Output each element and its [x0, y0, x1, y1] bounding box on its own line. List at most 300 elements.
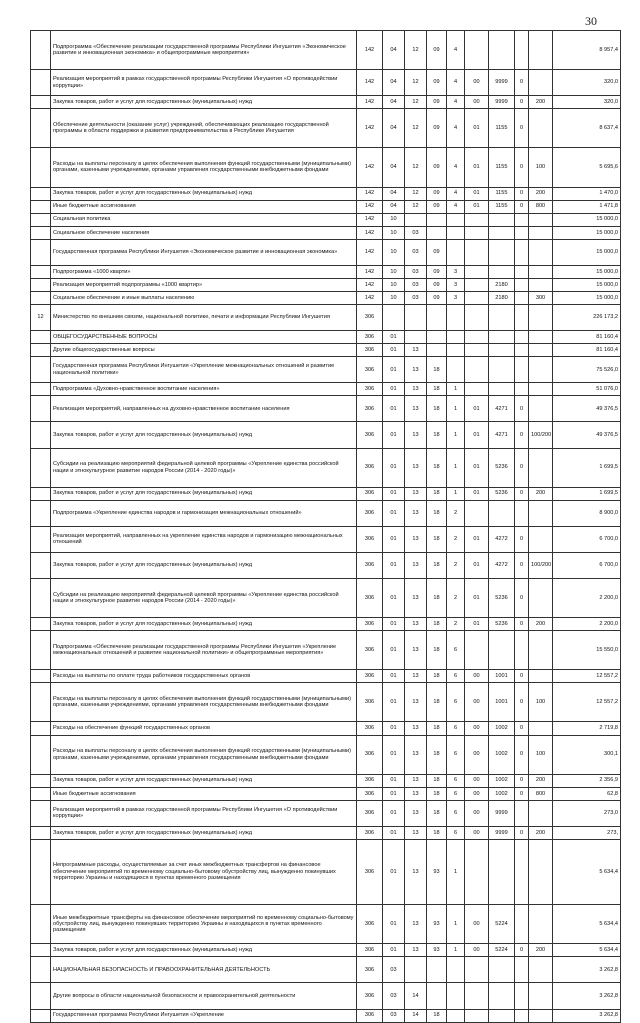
target-article-cell-5: 0: [515, 826, 529, 839]
table-row: [31, 109, 621, 148]
target-article-cell-5: 0: [515, 787, 529, 800]
amount-cell: 3 262,8: [553, 1009, 621, 1022]
subsection-code-cell: 13: [405, 422, 427, 448]
amount-cell: 49 376,5: [553, 396, 621, 422]
expense-type-cell: [529, 500, 553, 526]
row-number-cell: [31, 1009, 51, 1022]
table-row: [31, 357, 621, 383]
table-row: [31, 278, 621, 291]
department-code-cell: 142: [357, 200, 383, 213]
department-code-cell: 306: [357, 383, 383, 396]
amount-cell: 15 550,0: [553, 631, 621, 670]
row-number-cell: [31, 787, 51, 800]
target-article-cell-5: [515, 331, 529, 344]
target-article-cell-5: 0: [515, 109, 529, 148]
table-row: [31, 500, 621, 526]
item-name-cell: Государственная программа Республики Ингушетия «Экономическое развитие и инновационная экономика»: [51, 239, 357, 265]
target-article-cell-1: 18: [427, 722, 447, 735]
department-code-cell: 306: [357, 396, 383, 422]
target-article-cell-5: 0: [515, 618, 529, 631]
department-code-cell: 306: [357, 526, 383, 552]
department-code-cell: 142: [357, 70, 383, 96]
amount-cell: 15 000,0: [553, 278, 621, 291]
amount-cell: 5 695,6: [553, 148, 621, 187]
target-article-cell-4: [489, 839, 515, 904]
target-article-cell-4: 2180: [489, 291, 515, 304]
subsection-code-cell: 13: [405, 905, 427, 944]
target-article-cell-1: 18: [427, 774, 447, 787]
target-article-cell-3: [465, 1009, 489, 1022]
row-number-cell: [31, 826, 51, 839]
budget-table-body: [31, 31, 621, 1023]
target-article-cell-5: [515, 265, 529, 278]
section-code-cell: 01: [383, 578, 405, 617]
row-number-cell: [31, 578, 51, 617]
target-article-cell-4: [489, 226, 515, 239]
amount-cell: 1 471,8: [553, 200, 621, 213]
row-number-cell: [31, 344, 51, 357]
table-row: [31, 383, 621, 396]
target-article-cell-2: [447, 1009, 465, 1022]
target-article-cell-4: [489, 213, 515, 226]
table-row: [31, 578, 621, 617]
subsection-code-cell: 14: [405, 983, 427, 1009]
target-article-cell-3: 01: [465, 448, 489, 487]
section-code-cell: 04: [383, 187, 405, 200]
section-code-cell: 01: [383, 396, 405, 422]
amount-cell: 1 699,5: [553, 487, 621, 500]
target-article-cell-3: 01: [465, 487, 489, 500]
expense-type-cell: 100: [529, 148, 553, 187]
target-article-cell-3: [465, 957, 489, 983]
table-row: [31, 239, 621, 265]
item-name-cell: Расходы на выплаты по оплате труда работников государственных органов: [51, 670, 357, 683]
target-article-cell-2: [447, 304, 465, 330]
target-article-cell-5: 0: [515, 670, 529, 683]
amount-cell: 2 200,0: [553, 618, 621, 631]
subsection-code-cell: 03: [405, 226, 427, 239]
item-name-cell: Реализация мероприятий в рамках государственной программы Республики Ингушетия «О противодействии коррупции»: [51, 800, 357, 826]
target-article-cell-5: 0: [515, 200, 529, 213]
item-name-cell: Подпрограмма «Обеспечение реализации государственной программы Республики Ингушетия «Экономическое развитие и инновационная экономика» и общепрограммные мероприятия»: [51, 31, 357, 70]
target-article-cell-2: [447, 357, 465, 383]
item-name-cell: Расходы на выплаты персоналу в целях обеспечения выполнения функций государственными (муниципальными) органами, казенными учреждениями, органами управления государственными внебюджетными фондами: [51, 735, 357, 774]
table-row: [31, 905, 621, 944]
table-row: [31, 983, 621, 1009]
item-name-cell: Иные межбюджетные трансферты на финансовое обеспечение мероприятий по временному социально-бытовому обустройству лиц, вынужденно покинувших территорию Украины и находящихся в пунктах временного размещения: [51, 905, 357, 944]
amount-cell: 62,8: [553, 787, 621, 800]
item-name-cell: Закупка товаров, работ и услуг для государственных (муниципальных) нужд: [51, 774, 357, 787]
subsection-code-cell: 03: [405, 278, 427, 291]
row-number-cell: [31, 396, 51, 422]
target-article-cell-4: [489, 631, 515, 670]
expense-type-cell: [529, 396, 553, 422]
target-article-cell-1: 09: [427, 148, 447, 187]
target-article-cell-2: 2: [447, 552, 465, 578]
target-article-cell-5: [515, 213, 529, 226]
target-article-cell-4: [489, 344, 515, 357]
section-code-cell: 01: [383, 735, 405, 774]
target-article-cell-3: 00: [465, 735, 489, 774]
target-article-cell-3: 01: [465, 148, 489, 187]
section-code-cell: 01: [383, 448, 405, 487]
target-article-cell-4: 1002: [489, 735, 515, 774]
expense-type-cell: 100: [529, 735, 553, 774]
subsection-code-cell: 13: [405, 578, 427, 617]
subsection-code-cell: 03: [405, 291, 427, 304]
expense-type-cell: [529, 31, 553, 70]
target-article-cell-2: 2: [447, 578, 465, 617]
section-code-cell: 04: [383, 109, 405, 148]
row-number-cell: [31, 200, 51, 213]
section-code-cell: 10: [383, 278, 405, 291]
target-article-cell-3: 00: [465, 70, 489, 96]
target-article-cell-3: 01: [465, 422, 489, 448]
department-code-cell: 142: [357, 148, 383, 187]
target-article-cell-1: 18: [427, 552, 447, 578]
section-code-cell: 04: [383, 70, 405, 96]
item-name-cell: Иные бюджетные ассигнования: [51, 200, 357, 213]
row-number-cell: [31, 905, 51, 944]
table-row: [31, 331, 621, 344]
subsection-code-cell: 13: [405, 670, 427, 683]
table-row: [31, 213, 621, 226]
department-code-cell: 306: [357, 839, 383, 904]
target-article-cell-2: 1: [447, 396, 465, 422]
target-article-cell-1: 09: [427, 291, 447, 304]
target-article-cell-1: 09: [427, 31, 447, 70]
table-row: [31, 839, 621, 904]
expense-type-cell: [529, 526, 553, 552]
target-article-cell-4: 1155: [489, 109, 515, 148]
row-number-cell: [31, 670, 51, 683]
budget-table: [30, 30, 621, 1023]
target-article-cell-5: [515, 1009, 529, 1022]
department-code-cell: 306: [357, 631, 383, 670]
target-article-cell-4: 1155: [489, 187, 515, 200]
department-code-cell: 306: [357, 683, 383, 722]
department-code-cell: 306: [357, 304, 383, 330]
target-article-cell-1: 18: [427, 1009, 447, 1022]
section-code-cell: 01: [383, 800, 405, 826]
subsection-code-cell: [405, 331, 427, 344]
row-number-cell: [31, 800, 51, 826]
target-article-cell-4: [489, 983, 515, 1009]
table-row: [31, 944, 621, 957]
section-code-cell: 01: [383, 618, 405, 631]
target-article-cell-5: [515, 278, 529, 291]
item-name-cell: Подпрограмма «Обеспечение реализации государственной программы Республики Ингушетия «Укрепление межнациональных отношений и развитие национальной политики» и общепрограммные мероприятия»: [51, 631, 357, 670]
amount-cell: 15 000,0: [553, 265, 621, 278]
row-number-cell: [31, 357, 51, 383]
target-article-cell-3: 00: [465, 722, 489, 735]
table-row: [31, 422, 621, 448]
subsection-code-cell: 13: [405, 800, 427, 826]
target-article-cell-2: 6: [447, 722, 465, 735]
expense-type-cell: [529, 839, 553, 904]
amount-cell: 15 000,0: [553, 239, 621, 265]
section-code-cell: 01: [383, 944, 405, 957]
subsection-code-cell: 12: [405, 70, 427, 96]
expense-type-cell: 200: [529, 187, 553, 200]
expense-type-cell: [529, 905, 553, 944]
target-article-cell-5: 0: [515, 683, 529, 722]
target-article-cell-1: 18: [427, 683, 447, 722]
section-code-cell: 01: [383, 683, 405, 722]
table-row: [31, 265, 621, 278]
target-article-cell-4: 5236: [489, 578, 515, 617]
target-article-cell-2: 1: [447, 422, 465, 448]
department-code-cell: 306: [357, 774, 383, 787]
target-article-cell-1: [427, 344, 447, 357]
target-article-cell-2: [447, 226, 465, 239]
table-row: [31, 344, 621, 357]
table-row: [31, 826, 621, 839]
amount-cell: 8 900,0: [553, 500, 621, 526]
expense-type-cell: [529, 304, 553, 330]
target-article-cell-5: [515, 344, 529, 357]
section-code-cell: 01: [383, 722, 405, 735]
department-code-cell: 306: [357, 670, 383, 683]
target-article-cell-4: 9999: [489, 70, 515, 96]
target-article-cell-1: 09: [427, 200, 447, 213]
target-article-cell-4: [489, 239, 515, 265]
target-article-cell-1: 18: [427, 526, 447, 552]
target-article-cell-2: 3: [447, 278, 465, 291]
target-article-cell-5: [515, 226, 529, 239]
department-code-cell: 306: [357, 448, 383, 487]
department-code-cell: 142: [357, 239, 383, 265]
target-article-cell-2: 1: [447, 944, 465, 957]
target-article-cell-1: 09: [427, 278, 447, 291]
target-article-cell-3: [465, 331, 489, 344]
department-code-cell: 306: [357, 800, 383, 826]
amount-cell: 49 376,5: [553, 422, 621, 448]
section-code-cell: 04: [383, 31, 405, 70]
amount-cell: 81 160,4: [553, 344, 621, 357]
target-article-cell-2: 1: [447, 905, 465, 944]
target-article-cell-2: [447, 957, 465, 983]
target-article-cell-4: 5224: [489, 944, 515, 957]
amount-cell: 226 173,2: [553, 304, 621, 330]
target-article-cell-1: 18: [427, 826, 447, 839]
amount-cell: 1 470,0: [553, 187, 621, 200]
target-article-cell-5: [515, 291, 529, 304]
amount-cell: 5 634,4: [553, 905, 621, 944]
target-article-cell-2: [447, 344, 465, 357]
target-article-cell-2: [447, 331, 465, 344]
department-code-cell: 306: [357, 735, 383, 774]
target-article-cell-4: 5224: [489, 905, 515, 944]
row-number-cell: [31, 500, 51, 526]
table-row: [31, 187, 621, 200]
target-article-cell-5: [515, 357, 529, 383]
target-article-cell-2: 4: [447, 148, 465, 187]
target-article-cell-4: 4272: [489, 526, 515, 552]
target-article-cell-3: 00: [465, 774, 489, 787]
target-article-cell-2: [447, 213, 465, 226]
row-number-cell: [31, 552, 51, 578]
department-code-cell: 306: [357, 331, 383, 344]
target-article-cell-3: [465, 383, 489, 396]
target-article-cell-3: 01: [465, 552, 489, 578]
target-article-cell-1: 18: [427, 487, 447, 500]
expense-type-cell: 300: [529, 291, 553, 304]
section-code-cell: 03: [383, 983, 405, 1009]
subsection-code-cell: 14: [405, 1009, 427, 1022]
target-article-cell-2: 4: [447, 70, 465, 96]
target-article-cell-5: [515, 800, 529, 826]
expense-type-cell: [529, 800, 553, 826]
amount-cell: 5 634,4: [553, 839, 621, 904]
target-article-cell-4: 5236: [489, 487, 515, 500]
department-code-cell: 306: [357, 957, 383, 983]
subsection-code-cell: 13: [405, 944, 427, 957]
item-name-cell: Другие вопросы в области национальной безопасности и правоохранительной деятельности: [51, 983, 357, 1009]
target-article-cell-5: 0: [515, 944, 529, 957]
subsection-code-cell: 13: [405, 448, 427, 487]
department-code-cell: 306: [357, 344, 383, 357]
subsection-code-cell: 13: [405, 722, 427, 735]
amount-cell: 81 160,4: [553, 331, 621, 344]
department-code-cell: 306: [357, 422, 383, 448]
target-article-cell-2: 4: [447, 31, 465, 70]
target-article-cell-1: 18: [427, 422, 447, 448]
section-code-cell: 04: [383, 96, 405, 109]
department-code-cell: 306: [357, 787, 383, 800]
row-number-cell: [31, 109, 51, 148]
target-article-cell-2: 6: [447, 774, 465, 787]
section-code-cell: 01: [383, 552, 405, 578]
target-article-cell-2: 2: [447, 526, 465, 552]
target-article-cell-4: 4271: [489, 422, 515, 448]
item-name-cell: Закупка товаров, работ и услуг для государственных (муниципальных) нужд: [51, 552, 357, 578]
section-code-cell: 01: [383, 839, 405, 904]
amount-cell: 3 262,8: [553, 983, 621, 1009]
target-article-cell-2: 1: [447, 383, 465, 396]
expense-type-cell: 100/200: [529, 422, 553, 448]
expense-type-cell: [529, 631, 553, 670]
department-code-cell: 306: [357, 500, 383, 526]
target-article-cell-1: 18: [427, 448, 447, 487]
item-name-cell: Расходы на выплаты персоналу в целях обеспечения выполнения функций государственными (муниципальными) органами, казенными учреждениями, органами управления государственными внебюджетными фондами: [51, 148, 357, 187]
target-article-cell-5: 0: [515, 774, 529, 787]
department-code-cell: 306: [357, 487, 383, 500]
expense-type-cell: [529, 983, 553, 1009]
expense-type-cell: [529, 670, 553, 683]
target-article-cell-5: 0: [515, 578, 529, 617]
item-name-cell: Социальное обеспечение и иные выплаты населению: [51, 291, 357, 304]
amount-cell: 51 076,0: [553, 383, 621, 396]
target-article-cell-4: 5236: [489, 448, 515, 487]
expense-type-cell: [529, 226, 553, 239]
target-article-cell-3: [465, 344, 489, 357]
item-name-cell: Реализация мероприятий в рамках государственной программы Республики Ингушетия «О противодействии коррупции»: [51, 70, 357, 96]
subsection-code-cell: 12: [405, 109, 427, 148]
department-code-cell: 306: [357, 983, 383, 1009]
row-number-cell: [31, 278, 51, 291]
expense-type-cell: [529, 1009, 553, 1022]
amount-cell: 6 700,0: [553, 526, 621, 552]
amount-cell: 3 262,8: [553, 957, 621, 983]
target-article-cell-2: 4: [447, 187, 465, 200]
target-article-cell-3: [465, 265, 489, 278]
subsection-code-cell: 12: [405, 200, 427, 213]
amount-cell: 8 637,4: [553, 109, 621, 148]
target-article-cell-1: 18: [427, 383, 447, 396]
row-number-cell: [31, 957, 51, 983]
section-code-cell: 01: [383, 500, 405, 526]
target-article-cell-3: [465, 631, 489, 670]
item-name-cell: Другие общегосударственные вопросы: [51, 344, 357, 357]
department-code-cell: 306: [357, 357, 383, 383]
department-code-cell: 306: [357, 1009, 383, 1022]
department-code-cell: 306: [357, 552, 383, 578]
section-code-cell: 01: [383, 487, 405, 500]
section-code-cell: 01: [383, 422, 405, 448]
target-article-cell-4: 4271: [489, 396, 515, 422]
target-article-cell-5: 0: [515, 70, 529, 96]
target-article-cell-2: 1: [447, 448, 465, 487]
table-row: [31, 683, 621, 722]
subsection-code-cell: [405, 213, 427, 226]
department-code-cell: 142: [357, 187, 383, 200]
row-number-cell: [31, 31, 51, 70]
expense-type-cell: [529, 109, 553, 148]
target-article-cell-3: 01: [465, 618, 489, 631]
target-article-cell-2: 3: [447, 291, 465, 304]
subsection-code-cell: 12: [405, 96, 427, 109]
department-code-cell: 306: [357, 618, 383, 631]
amount-cell: 8 957,4: [553, 31, 621, 70]
item-name-cell: НАЦИОНАЛЬНАЯ БЕЗОПАСНОСТЬ И ПРАВООХРАНИТЕЛЬНАЯ ДЕЯТЕЛЬНОСТЬ: [51, 957, 357, 983]
section-code-cell: 04: [383, 148, 405, 187]
item-name-cell: Закупка товаров, работ и услуг для государственных (муниципальных) нужд: [51, 826, 357, 839]
department-code-cell: 142: [357, 213, 383, 226]
expense-type-cell: [529, 722, 553, 735]
target-article-cell-5: 0: [515, 526, 529, 552]
expense-type-cell: [529, 578, 553, 617]
target-article-cell-2: 2: [447, 618, 465, 631]
subsection-code-cell: [405, 957, 427, 983]
target-article-cell-3: [465, 213, 489, 226]
target-article-cell-3: 00: [465, 96, 489, 109]
section-code-cell: 01: [383, 344, 405, 357]
section-code-cell: 10: [383, 291, 405, 304]
target-article-cell-1: 18: [427, 578, 447, 617]
table-row: [31, 226, 621, 239]
row-number-cell: [31, 96, 51, 109]
section-code-cell: [383, 304, 405, 330]
target-article-cell-1: [427, 957, 447, 983]
target-article-cell-2: [447, 983, 465, 1009]
target-article-cell-3: 00: [465, 787, 489, 800]
section-code-cell: 10: [383, 265, 405, 278]
amount-cell: 300,1: [553, 735, 621, 774]
target-article-cell-2: 6: [447, 735, 465, 774]
table-row: [31, 70, 621, 96]
target-article-cell-3: 01: [465, 396, 489, 422]
target-article-cell-5: 0: [515, 735, 529, 774]
expense-type-cell: [529, 278, 553, 291]
item-name-cell: Подпрограмма «Укрепление единства народов и гармонизация межнациональных отношений»: [51, 500, 357, 526]
item-name-cell: Субсидии на реализацию мероприятий федеральной целевой программы «Укрепление единства российской нации и этнокультурное развитие народов России (2014 - 2020 годы)»: [51, 448, 357, 487]
amount-cell: 12 557,2: [553, 670, 621, 683]
target-article-cell-3: [465, 357, 489, 383]
target-article-cell-2: 4: [447, 200, 465, 213]
target-article-cell-3: [465, 983, 489, 1009]
item-name-cell: Государственная программа Республики Ингушетия «Укрепление: [51, 1009, 357, 1022]
